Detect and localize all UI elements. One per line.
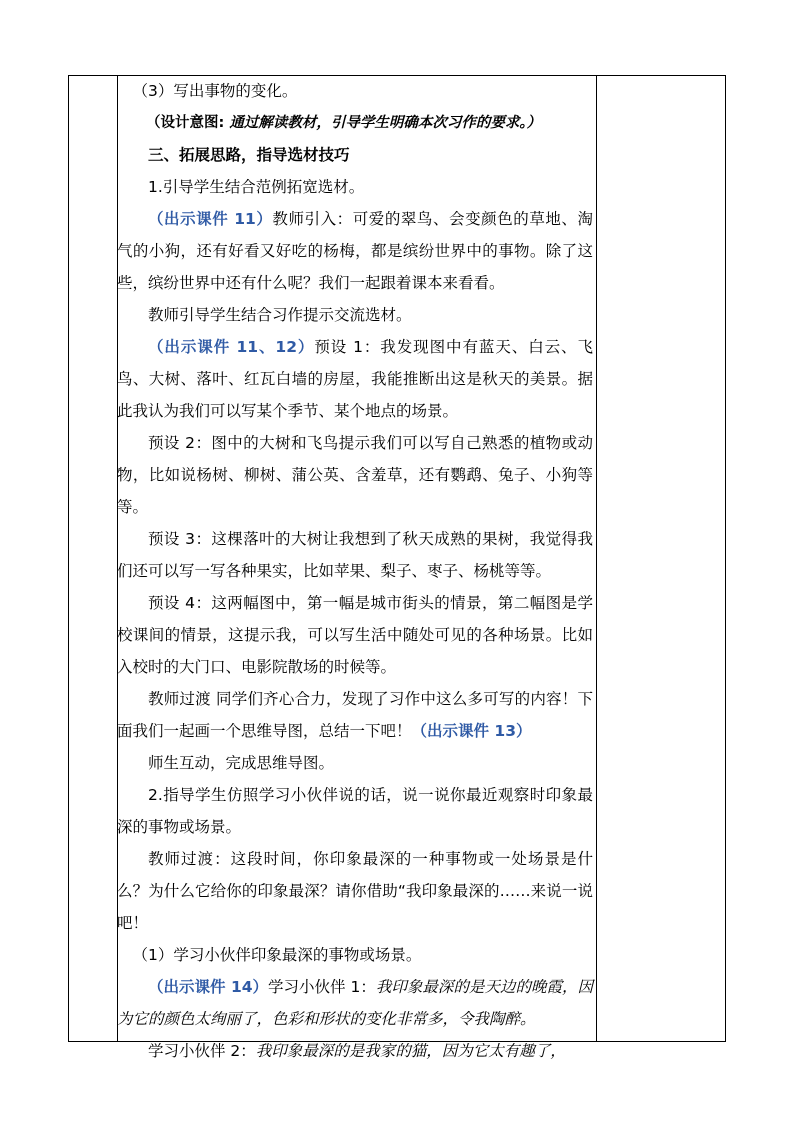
partner-1-label: 学习小伙伴 1： bbox=[268, 978, 376, 996]
section-heading-3: 三、拓展思路，指导选材技巧 bbox=[148, 146, 350, 164]
preset-4-paragraph: 预设 4：这两幅图中，第一幅是城市街头的情景，第二幅图是学校课间的情景，这提示我，可以写生活中随处可见的各种场景。比如入校时的大门口、电影院散场的时候等。 bbox=[117, 594, 593, 676]
design-intent-note bbox=[117, 107, 593, 139]
teacher-transition-2: 教师过渡：这段时间，你印象最深的一种事物或一处场景是什么？为什么它给你的印象最深？请你借助“我印象最深的……来说一说吧！ bbox=[117, 850, 593, 932]
design-intent-label: （设计意图: bbox=[146, 115, 225, 131]
requirement-item-3: （3）写出事物的变化。 bbox=[132, 82, 298, 100]
design-intent-text: 通过解读教材，引导学生明确本次习作的要求。） bbox=[224, 114, 542, 131]
partner-2-text: 我印象最深的是我家的猫，因为它太有趣了， bbox=[255, 1042, 566, 1060]
interaction-line: 师生互动，完成思维导图。 bbox=[148, 754, 335, 772]
preset-1-paragraph bbox=[117, 331, 593, 427]
teacher-transition-1 bbox=[117, 683, 593, 747]
teacher-intro-paragraph bbox=[117, 203, 593, 299]
teacher-transition-1-text: 教师过渡 同学们齐心合力，发现了习作中这么多可写的内容！下面我们一起画一个思维导图，总结一下吧！ bbox=[117, 690, 593, 740]
step-2-paragraph: 2.指导学生仿照学习小伙伴说的话，说一说你最近观察时印象最深的事物或场景。 bbox=[117, 786, 593, 836]
preset-3-paragraph: 预设 3：这棵落叶的大树让我想到了秋天成熟的果树，我觉得我们还可以写一写各种果实，比如苹果、梨子、枣子、杨桃等等。 bbox=[117, 530, 593, 580]
partner-2-label: 学习小伙伴 2： bbox=[148, 1042, 256, 1060]
teacher-intro-text: 教师引入：可爱的翠鸟、会变颜色的草地、淘气的小狗，还有好看又好吃的杨梅，都是缤纷世界中的事物。除了这些，缤纷世界中还有什么呢？我们一起跟着课本来看看。 bbox=[117, 210, 593, 292]
lesson-content bbox=[117, 75, 593, 1067]
courseware-tag-11-12: （出示课件 11、12） bbox=[148, 338, 315, 356]
partner-1-paragraph bbox=[117, 971, 593, 1035]
table-column-divider-right bbox=[596, 76, 597, 1041]
courseware-tag-14: （出示课件 14） bbox=[148, 978, 269, 996]
partner-2-paragraph bbox=[117, 1035, 593, 1067]
teacher-guide: 教师引导学生结合习作提示交流选材。 bbox=[148, 306, 412, 324]
preset-1-text: 预设 1：我发现图中有蓝天、白云、飞鸟、大树、落叶、红瓦白墙的房屋，我能推断出这是秋天的美景。据此我认为我们可以写某个季节、某个地点的场景。 bbox=[117, 338, 593, 420]
preset-2-paragraph: 预设 2：图中的大树和飞鸟提示我们可以写自己熟悉的植物或动物，比如说杨树、柳树、蒲公英、含羞草，还有鹦鹉、兔子、小狗等等。 bbox=[117, 434, 593, 516]
sub-item-1: （1）学习小伙伴印象最深的事物或场景。 bbox=[132, 946, 422, 964]
courseware-tag-13: （出示课件 13） bbox=[411, 722, 532, 740]
step-1: 1.引导学生结合范例拓宽选材。 bbox=[148, 178, 365, 196]
partner-1-text: 我印象最深的是天边的晚霞，因为它的颜色太绚丽了，色彩和形状的变化非常多，令我陶醉。 bbox=[117, 978, 593, 1028]
courseware-tag-11: （出示课件 11） bbox=[148, 210, 273, 228]
